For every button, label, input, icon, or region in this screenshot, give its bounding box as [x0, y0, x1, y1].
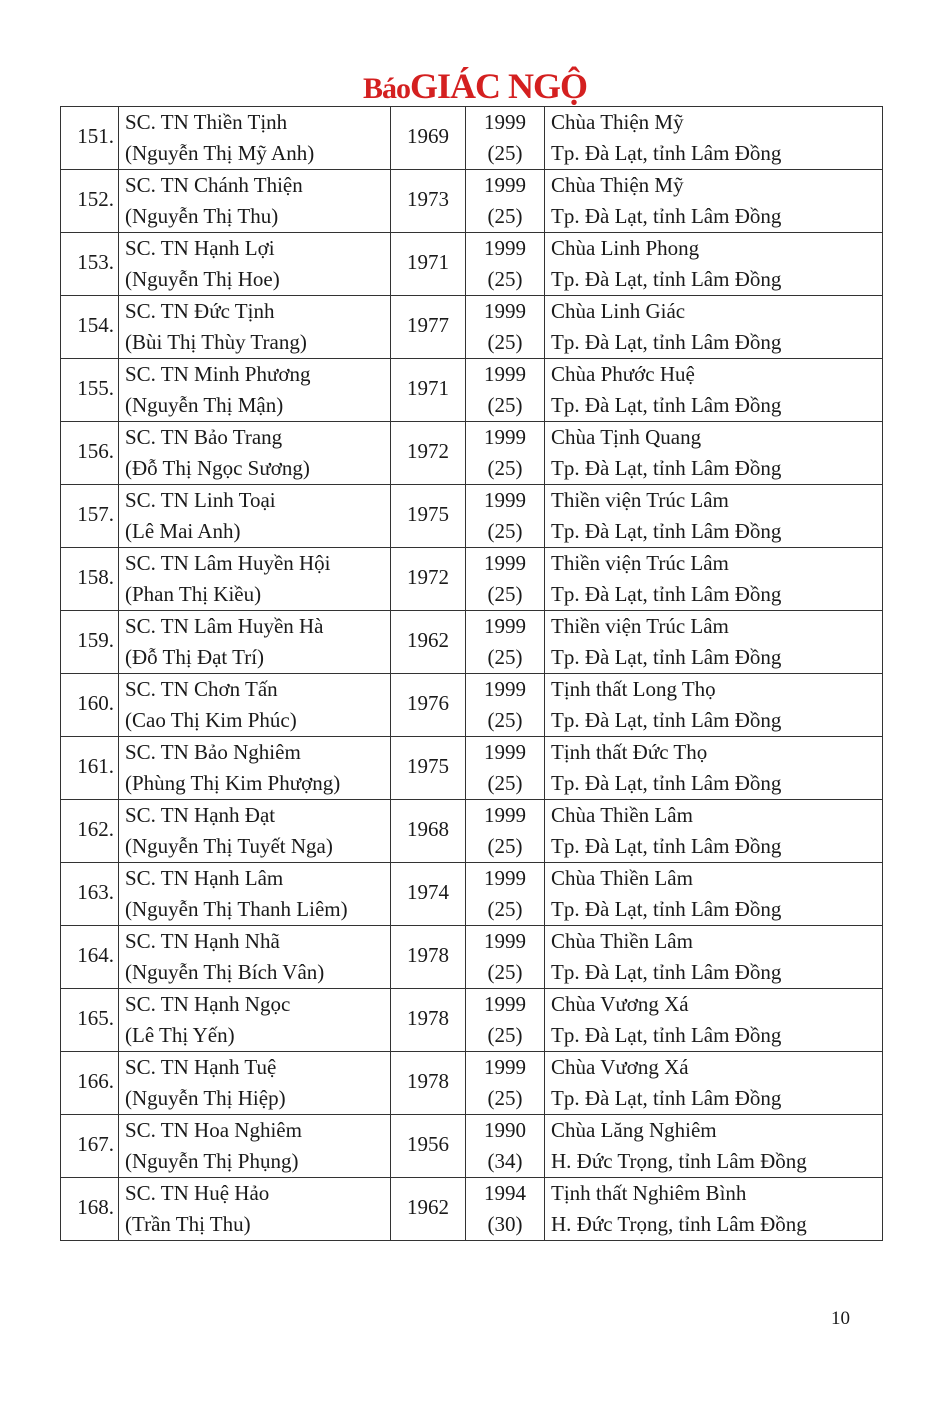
monastic-name-cell	[119, 1178, 391, 1241]
temple-cell	[545, 1115, 883, 1178]
row-number	[61, 107, 119, 170]
monastic-name-cell	[119, 359, 391, 422]
ordination-cell	[466, 170, 545, 233]
cell-text-temple: Thiền viện Trúc Lâm	[551, 551, 729, 575]
table-row	[61, 170, 883, 233]
cell-text-name: SC. TN Hạnh Nhã	[125, 929, 280, 953]
cell-text-lay-name: (Phan Thị Kiều)	[125, 582, 262, 606]
table-row	[61, 926, 883, 989]
table-row	[61, 800, 883, 863]
cell-text-temple: Tịnh thất Nghiêm Bình	[551, 1181, 747, 1205]
cell-text-birth: 1978	[407, 943, 449, 967]
table-row	[61, 107, 883, 170]
cell-text-lay-name: (Nguyễn Thị Phụng)	[125, 1149, 299, 1173]
monastic-name-cell	[119, 989, 391, 1052]
birth-year	[391, 1052, 466, 1115]
birth-year	[391, 296, 466, 359]
temple-cell	[545, 422, 883, 485]
cell-text-name: SC. TN Minh Phương	[125, 362, 311, 386]
row-number	[61, 800, 119, 863]
newspaper-watermark	[0, 68, 950, 104]
cell-text-ordained-years: (25)	[487, 897, 523, 921]
cell-text-location: Tp. Đà Lạt, tỉnh Lâm Đồng	[551, 1023, 782, 1047]
birth-year	[391, 611, 466, 674]
ordination-cell	[466, 1178, 545, 1241]
cell-text-temple: Chùa Vương Xá	[551, 1055, 689, 1079]
cell-text-birth: 1972	[407, 439, 449, 463]
cell-text-lay-name: (Bùi Thị Thùy Trang)	[125, 330, 307, 354]
cell-text-ordained: 1999	[484, 299, 526, 323]
ordination-cell	[466, 1052, 545, 1115]
ordination-cell	[466, 926, 545, 989]
cell-text-location: H. Đức Trọng, tỉnh Lâm Đồng	[551, 1212, 807, 1236]
roster-body	[61, 107, 883, 1241]
row-number	[61, 296, 119, 359]
cell-text-ordained-years: (25)	[487, 330, 523, 354]
cell-text-location: Tp. Đà Lạt, tỉnh Lâm Đồng	[551, 645, 782, 669]
temple-cell	[545, 989, 883, 1052]
table-row	[61, 674, 883, 737]
cell-text-no: 158.	[77, 565, 114, 589]
temple-cell	[545, 548, 883, 611]
cell-text-no: 162.	[77, 817, 114, 841]
cell-text-ordained: 1999	[484, 929, 526, 953]
cell-text-lay-name: (Nguyễn Thị Mận)	[125, 393, 284, 417]
cell-text-ordained: 1999	[484, 866, 526, 890]
cell-text-location: Tp. Đà Lạt, tỉnh Lâm Đồng	[551, 582, 782, 606]
cell-text-ordained: 1994	[484, 1181, 526, 1205]
cell-text-name: SC. TN Bảo Nghiêm	[125, 740, 301, 764]
cell-text-lay-name: (Lê Mai Anh)	[125, 519, 241, 543]
cell-text-temple: Chùa Thiền Lâm	[551, 866, 693, 890]
table-row	[61, 989, 883, 1052]
cell-text-ordained-years: (25)	[487, 204, 523, 228]
ordination-cell	[466, 548, 545, 611]
cell-text-ordained: 1999	[484, 803, 526, 827]
cell-text-temple: Chùa Linh Giác	[551, 299, 686, 323]
cell-text-birth: 1975	[407, 502, 449, 526]
table-row	[61, 1052, 883, 1115]
cell-text-name: SC. TN Bảo Trang	[125, 425, 283, 449]
ordination-cell	[466, 674, 545, 737]
row-number	[61, 422, 119, 485]
birth-year	[391, 170, 466, 233]
ordination-cell	[466, 359, 545, 422]
birth-year	[391, 674, 466, 737]
cell-text-name: SC. TN Hạnh Lâm	[125, 866, 284, 890]
cell-text-ordained: 1999	[484, 551, 526, 575]
cell-text-temple: Chùa Thiền Lâm	[551, 929, 693, 953]
cell-text-name: SC. TN Hạnh Lợi	[125, 236, 275, 260]
row-number	[61, 1052, 119, 1115]
temple-cell	[545, 296, 883, 359]
cell-text-location: Tp. Đà Lạt, tỉnh Lâm Đồng	[551, 141, 782, 165]
row-number	[61, 989, 119, 1052]
cell-text-ordained-years: (25)	[487, 582, 523, 606]
cell-text-name: SC. TN Huệ Hảo	[125, 1181, 270, 1205]
birth-year	[391, 107, 466, 170]
temple-cell	[545, 170, 883, 233]
cell-text-temple: Chùa Phước Huệ	[551, 362, 695, 386]
cell-text-temple: Chùa Tịnh Quang	[551, 425, 702, 449]
cell-text-no: 163.	[77, 880, 114, 904]
cell-text-ordained-years: (25)	[487, 456, 523, 480]
watermark-brand: GIÁC NGỘ	[410, 66, 588, 106]
temple-cell	[545, 359, 883, 422]
birth-year	[391, 863, 466, 926]
row-number	[61, 1115, 119, 1178]
cell-text-birth: 1971	[407, 376, 449, 400]
ordination-cell	[466, 737, 545, 800]
table-row	[61, 422, 883, 485]
cell-text-temple: Chùa Thiền Lâm	[551, 803, 693, 827]
monastic-name-cell	[119, 422, 391, 485]
cell-text-name: SC. TN Hạnh Ngọc	[125, 992, 291, 1016]
cell-text-ordained: 1999	[484, 740, 526, 764]
cell-text-birth: 1973	[407, 187, 449, 211]
cell-text-location: Tp. Đà Lạt, tỉnh Lâm Đồng	[551, 267, 782, 291]
cell-text-no: 160.	[77, 691, 114, 715]
cell-text-no: 166.	[77, 1069, 114, 1093]
temple-cell	[545, 233, 883, 296]
cell-text-name: SC. TN Đức Tịnh	[125, 299, 275, 323]
row-number	[61, 359, 119, 422]
cell-text-lay-name: (Nguyễn Thị Thu)	[125, 204, 279, 228]
ordination-cell	[466, 422, 545, 485]
birth-year	[391, 359, 466, 422]
cell-text-name: SC. TN Hạnh Tuệ	[125, 1055, 277, 1079]
ordination-cell	[466, 1115, 545, 1178]
cell-text-ordained: 1999	[484, 173, 526, 197]
cell-text-birth: 1976	[407, 691, 449, 715]
cell-text-location: Tp. Đà Lạt, tỉnh Lâm Đồng	[551, 708, 782, 732]
cell-text-location: Tp. Đà Lạt, tỉnh Lâm Đồng	[551, 1086, 782, 1110]
cell-text-lay-name: (Đỗ Thị Đạt Trí)	[125, 645, 265, 669]
cell-text-lay-name: (Cao Thị Kim Phúc)	[125, 708, 297, 732]
cell-text-ordained-years: (25)	[487, 1086, 523, 1110]
monastic-name-cell	[119, 233, 391, 296]
cell-text-location: Tp. Đà Lạt, tỉnh Lâm Đồng	[551, 393, 782, 417]
cell-text-location: Tp. Đà Lạt, tỉnh Lâm Đồng	[551, 519, 782, 543]
birth-year	[391, 548, 466, 611]
temple-cell	[545, 611, 883, 674]
cell-text-location: Tp. Đà Lạt, tỉnh Lâm Đồng	[551, 960, 782, 984]
table-row	[61, 485, 883, 548]
cell-text-temple: Chùa Thiện Mỹ	[551, 110, 684, 134]
cell-text-ordained-years: (30)	[487, 1212, 523, 1236]
birth-year	[391, 485, 466, 548]
cell-text-ordained: 1990	[484, 1118, 526, 1142]
ordination-cell	[466, 989, 545, 1052]
row-number	[61, 674, 119, 737]
cell-text-ordained: 1999	[484, 1055, 526, 1079]
table-row	[61, 1178, 883, 1241]
cell-text-birth: 1974	[407, 880, 449, 904]
temple-cell	[545, 863, 883, 926]
table-row	[61, 1115, 883, 1178]
ordination-cell	[466, 296, 545, 359]
cell-text-birth: 1969	[407, 124, 449, 148]
cell-text-ordained: 1999	[484, 677, 526, 701]
row-number	[61, 863, 119, 926]
cell-text-birth: 1962	[407, 1195, 449, 1219]
monastic-name-cell	[119, 737, 391, 800]
monastic-name-cell	[119, 170, 391, 233]
table-row	[61, 359, 883, 422]
cell-text-temple: Chùa Lăng Nghiêm	[551, 1118, 717, 1142]
cell-text-temple: Thiền viện Trúc Lâm	[551, 614, 729, 638]
cell-text-lay-name: (Nguyễn Thị Tuyết Nga)	[125, 834, 333, 858]
cell-text-no: 167.	[77, 1132, 114, 1156]
cell-text-temple: Tịnh thất Long Thọ	[551, 677, 716, 701]
cell-text-ordained-years: (25)	[487, 141, 523, 165]
cell-text-name: SC. TN Linh Toại	[125, 488, 276, 512]
table-row	[61, 863, 883, 926]
temple-cell	[545, 737, 883, 800]
temple-cell	[545, 1052, 883, 1115]
ordination-cell	[466, 233, 545, 296]
cell-text-ordained-years: (25)	[487, 393, 523, 417]
cell-text-no: 154.	[77, 313, 114, 337]
ordination-cell	[466, 863, 545, 926]
cell-text-name: SC. TN Hoa Nghiêm	[125, 1118, 302, 1142]
row-number	[61, 485, 119, 548]
birth-year	[391, 989, 466, 1052]
table-row	[61, 233, 883, 296]
cell-text-lay-name: (Lê Thị Yến)	[125, 1023, 235, 1047]
temple-cell	[545, 107, 883, 170]
birth-year	[391, 233, 466, 296]
cell-text-no: 151.	[77, 124, 114, 148]
row-number	[61, 233, 119, 296]
monastic-name-cell	[119, 926, 391, 989]
cell-text-birth: 1977	[407, 313, 449, 337]
cell-text-birth: 1971	[407, 250, 449, 274]
row-number	[61, 737, 119, 800]
cell-text-no: 153.	[77, 250, 114, 274]
cell-text-name: SC. TN Chơn Tấn	[125, 677, 278, 701]
cell-text-ordained-years: (25)	[487, 708, 523, 732]
cell-text-no: 152.	[77, 187, 114, 211]
cell-text-birth: 1972	[407, 565, 449, 589]
cell-text-birth: 1962	[407, 628, 449, 652]
row-number	[61, 548, 119, 611]
cell-text-location: H. Đức Trọng, tỉnh Lâm Đồng	[551, 1149, 807, 1173]
cell-text-ordained-years: (34)	[487, 1149, 523, 1173]
ordination-cell	[466, 800, 545, 863]
cell-text-birth: 1975	[407, 754, 449, 778]
cell-text-no: 161.	[77, 754, 114, 778]
monastic-name-cell	[119, 485, 391, 548]
temple-cell	[545, 926, 883, 989]
cell-text-lay-name: (Nguyễn Thị Hiệp)	[125, 1086, 286, 1110]
row-number	[61, 926, 119, 989]
temple-cell	[545, 800, 883, 863]
birth-year	[391, 800, 466, 863]
cell-text-temple: Thiền viện Trúc Lâm	[551, 488, 729, 512]
cell-text-name: SC. TN Hạnh Đạt	[125, 803, 276, 827]
cell-text-name: SC. TN Lâm Huyền Hội	[125, 551, 331, 575]
cell-text-no: 168.	[77, 1195, 114, 1219]
temple-cell	[545, 485, 883, 548]
cell-text-name: SC. TN Thiền Tịnh	[125, 110, 288, 134]
temple-cell	[545, 674, 883, 737]
cell-text-birth: 1968	[407, 817, 449, 841]
cell-text-ordained-years: (25)	[487, 645, 523, 669]
cell-text-temple: Chùa Thiện Mỹ	[551, 173, 684, 197]
cell-text-ordained: 1999	[484, 425, 526, 449]
birth-year	[391, 1115, 466, 1178]
cell-text-location: Tp. Đà Lạt, tỉnh Lâm Đồng	[551, 771, 782, 795]
monastic-name-cell	[119, 296, 391, 359]
cell-text-ordained: 1999	[484, 236, 526, 260]
cell-text-location: Tp. Đà Lạt, tỉnh Lâm Đồng	[551, 204, 782, 228]
cell-text-ordained-years: (25)	[487, 267, 523, 291]
birth-year	[391, 1178, 466, 1241]
cell-text-lay-name: (Nguyễn Thị Thanh Liêm)	[125, 897, 348, 921]
birth-year	[391, 737, 466, 800]
monastic-name-cell	[119, 863, 391, 926]
cell-text-no: 155.	[77, 376, 114, 400]
birth-year	[391, 422, 466, 485]
row-number	[61, 611, 119, 674]
cell-text-lay-name: (Trần Thị Thu)	[125, 1212, 251, 1236]
monastic-name-cell	[119, 800, 391, 863]
cell-text-no: 159.	[77, 628, 114, 652]
cell-text-temple: Chùa Linh Phong	[551, 236, 700, 260]
monastic-name-cell	[119, 1052, 391, 1115]
page-number: 10	[831, 1308, 850, 1329]
cell-text-location: Tp. Đà Lạt, tỉnh Lâm Đồng	[551, 897, 782, 921]
monastic-name-cell	[119, 1115, 391, 1178]
cell-text-ordained: 1999	[484, 488, 526, 512]
ordination-cell	[466, 107, 545, 170]
row-number	[61, 1178, 119, 1241]
ordination-cell	[466, 611, 545, 674]
table-row	[61, 611, 883, 674]
cell-text-birth: 1956	[407, 1132, 449, 1156]
cell-text-no: 157.	[77, 502, 114, 526]
monastic-name-cell	[119, 548, 391, 611]
cell-text-no: 164.	[77, 943, 114, 967]
ordination-cell	[466, 485, 545, 548]
cell-text-ordained-years: (25)	[487, 519, 523, 543]
cell-text-ordained-years: (25)	[487, 960, 523, 984]
table-row	[61, 737, 883, 800]
cell-text-name: SC. TN Lâm Huyền Hà	[125, 614, 324, 638]
cell-text-no: 156.	[77, 439, 114, 463]
cell-text-lay-name: (Nguyễn Thị Mỹ Anh)	[125, 141, 315, 165]
cell-text-ordained-years: (25)	[487, 1023, 523, 1047]
temple-cell	[545, 1178, 883, 1241]
nun-roster-table	[60, 106, 883, 1241]
cell-text-ordained: 1999	[484, 110, 526, 134]
cell-text-ordained: 1999	[484, 992, 526, 1016]
cell-text-birth: 1978	[407, 1006, 449, 1030]
cell-text-location: Tp. Đà Lạt, tỉnh Lâm Đồng	[551, 456, 782, 480]
birth-year	[391, 926, 466, 989]
cell-text-temple: Chùa Vương Xá	[551, 992, 689, 1016]
cell-text-ordained-years: (25)	[487, 834, 523, 858]
cell-text-lay-name: (Nguyễn Thị Bích Vân)	[125, 960, 325, 984]
monastic-name-cell	[119, 674, 391, 737]
cell-text-birth: 1978	[407, 1069, 449, 1093]
row-number	[61, 170, 119, 233]
cell-text-location: Tp. Đà Lạt, tỉnh Lâm Đồng	[551, 834, 782, 858]
watermark-prefix: Báo	[362, 72, 410, 105]
cell-text-name: SC. TN Chánh Thiện	[125, 173, 303, 197]
cell-text-location: Tp. Đà Lạt, tỉnh Lâm Đồng	[551, 330, 782, 354]
cell-text-temple: Tịnh thất Đức Thọ	[551, 740, 708, 764]
cell-text-no: 165.	[77, 1006, 114, 1030]
cell-text-lay-name: (Nguyễn Thị Hoe)	[125, 267, 280, 291]
cell-text-lay-name: (Phùng Thị Kim Phượng)	[125, 771, 341, 795]
table-row	[61, 296, 883, 359]
monastic-name-cell	[119, 611, 391, 674]
monastic-name-cell	[119, 107, 391, 170]
cell-text-lay-name: (Đỗ Thị Ngọc Sương)	[125, 456, 310, 480]
cell-text-ordained: 1999	[484, 614, 526, 638]
cell-text-ordained-years: (25)	[487, 771, 523, 795]
table-row	[61, 548, 883, 611]
cell-text-ordained: 1999	[484, 362, 526, 386]
